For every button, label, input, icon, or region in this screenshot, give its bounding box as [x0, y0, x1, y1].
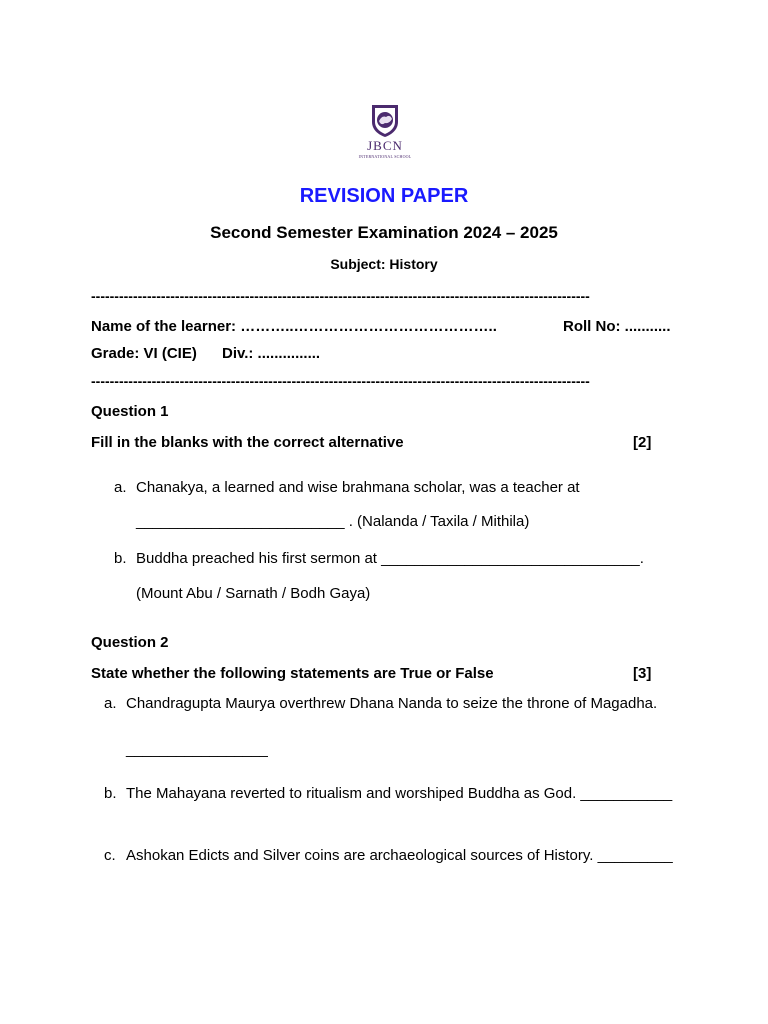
divider-top: -----------------------------------------------------------------------------------------------------------: [91, 288, 590, 304]
q2-a-blank: _________________: [126, 741, 268, 758]
q1-b-marker: b.: [114, 550, 127, 567]
q1-a-marker: a.: [114, 479, 127, 496]
learner-name-field: Name of the learner: ………..…………………………………..: [91, 318, 497, 335]
question-2-instruction: State whether the following statements are True or False: [91, 665, 494, 682]
q1-b-options: (Mount Abu / Sarnath / Bodh Gaya): [136, 585, 371, 602]
q1-a-text: Chanakya, a learned and wise brahmana scholar, was a teacher at: [136, 479, 580, 496]
exam-title: Second Semester Examination 2024 – 2025: [210, 223, 558, 242]
page-title: REVISION PAPER: [299, 185, 469, 207]
school-logo: [356, 104, 414, 162]
q2-a-text: Chandragupta Maurya overthrew Dhana Nanda to seize the throne of Magadha.: [126, 695, 658, 712]
q2-c-text: Ashokan Edicts and Silver coins are archaeological sources of History. _________: [126, 847, 673, 864]
q2-c-marker: c.: [104, 847, 116, 864]
q1-b-text: Buddha preached his first sermon at _______________________________.: [136, 550, 644, 567]
question-1-heading: Question 1: [91, 403, 169, 420]
question-1-instruction: Fill in the blanks with the correct alternative: [91, 434, 404, 451]
roll-number-field: Roll No: ...........: [563, 318, 671, 335]
logo-name: JBCN: [367, 138, 403, 153]
q2-a-marker: a.: [104, 695, 117, 712]
shield-crest-icon: [356, 104, 414, 138]
division-field: Div.: ...............: [222, 345, 321, 362]
subject-label: Subject: History: [330, 256, 438, 272]
logo-subtitle: INTERNATIONAL SCHOOL: [358, 154, 412, 159]
q1-a-options: _________________________ . (Nalanda / Taxila / Mithila): [136, 513, 530, 530]
grade-field: Grade: VI (CIE): [91, 345, 197, 362]
q2-b-marker: b.: [104, 785, 117, 802]
question-2-heading: Question 2: [91, 634, 169, 651]
divider-bottom: -----------------------------------------------------------------------------------------------------------: [91, 373, 590, 389]
question-1-marks: [2]: [633, 434, 652, 451]
question-2-marks: [3]: [633, 665, 652, 682]
q2-b-text: The Mahayana reverted to ritualism and worshiped Buddha as God. ___________: [126, 785, 673, 802]
